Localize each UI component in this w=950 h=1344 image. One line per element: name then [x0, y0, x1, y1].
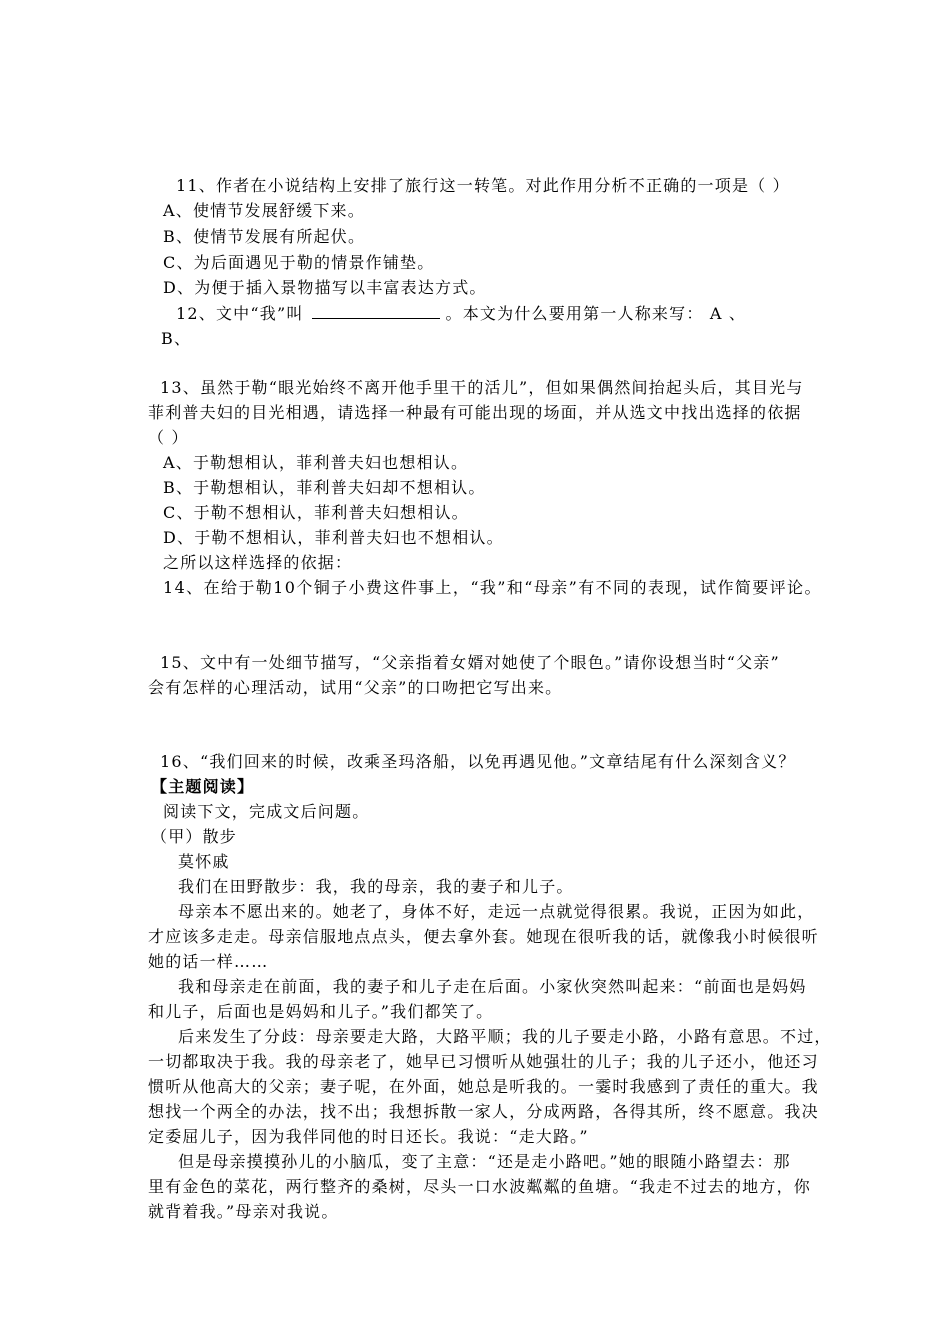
passage-line: 后来发生了分歧：母亲要走大路，大路平顺；我的儿子要走小路，小路有意思。不过，: [178, 1027, 832, 1046]
question-15-line-1: 15、文中有一处细节描写，“父亲指着女婿对她使了个眼色。”请你设想当时“父亲”: [160, 653, 780, 672]
passage-line: 定委屈儿子，因为我伴同他的时日还长。我说：“走大路。”: [148, 1127, 589, 1146]
passage-line: 里有金色的菜花，两行整齐的桑树，尽头一口水波粼粼的鱼塘。“我走不过去的地方，你: [148, 1177, 811, 1196]
section-instruction: 阅读下文，完成文后问题。: [163, 802, 370, 821]
question-13-option-a: A、于勒想相认，菲利普夫妇也想相认。: [163, 453, 469, 472]
passage-line: 惯听从他高大的父亲；妻子呢，在外面，她总是听我的。一霎时我感到了责任的重大。我: [148, 1077, 819, 1096]
passage-line: 她的话一样……: [148, 952, 269, 971]
passage-line: 和儿子，后面也是妈妈和儿子。”我们都笑了。: [148, 1002, 494, 1021]
question-13-basis: 之所以这样选择的依据：: [163, 553, 353, 572]
question-12-b: B、: [161, 329, 192, 348]
question-16: 16、“我们回来的时候，改乘圣玛洛船，以免再遇见他。”文章结尾有什么深刻含义？: [160, 752, 796, 771]
question-11-option-d: D、为便于插入景物描写以丰富表达方式。: [163, 278, 487, 297]
question-13-option-b: B、于勒想相认，菲利普夫妇却不想相认。: [163, 478, 486, 497]
question-11-option-b: B、使情节发展有所起伏。: [163, 227, 366, 246]
question-11-option-a: A、使情节发展舒缓下来。: [163, 201, 365, 220]
passage-line: 想找一个两全的办法，找不出；我想拆散一家人，分成两路，各得其所，终不愿意。我决: [148, 1102, 819, 1121]
passage-author: 莫怀戚: [178, 852, 230, 871]
question-12-prefix: 12、文中“我”叫: [176, 304, 304, 323]
question-13-line-1: 13、虽然于勒“眼光始终不离开他手里干的活儿”，但如果偶然间抬起头后，其目光与: [160, 378, 804, 397]
answer-blank: [312, 304, 440, 319]
passage-line: 但是母亲摸摸孙儿的小脑瓜，变了主意：“还是走小路吧。”她的眼随小路望去：那: [178, 1152, 791, 1171]
section-heading: 【主题阅读】: [151, 777, 255, 796]
question-15-line-2: 会有怎样的心理活动，试用“父亲”的口吻把它写出来。: [148, 678, 563, 697]
passage-line: 才应该多走走。母亲信服地点点头，便去拿外套。她现在很听我的话，就像我小时候很听: [148, 927, 819, 946]
question-13-line-3: （ ）: [148, 428, 189, 447]
question-14: 14、在给于勒10个铜子小费这件事上，“我”和“母亲”有不同的表现，试作简要评论。: [163, 578, 822, 597]
question-11-stem: 11、作者在小说结构上安排了旅行这一转笔。对此作用分析不正确的一项是（ ）: [176, 176, 790, 195]
passage-line: 母亲本不愿出来的。她老了，身体不好，走远一点就觉得很累。我说，正因为如此，: [178, 902, 815, 921]
question-13-option-d: D、于勒不想相认，菲利普夫妇也不想相认。: [163, 528, 504, 547]
passage-title: （甲）散步: [151, 827, 238, 846]
passage-line: 一切都取决于我。我的母亲老了，她早已习惯听从她强壮的儿子；我的儿子还小，他还习: [148, 1052, 819, 1071]
question-12: [176, 303, 746, 325]
question-13-line-2: 菲利普夫妇的目光相遇，请选择一种最有可能出现的场面，并从选文中找出选择的依据: [148, 403, 802, 422]
passage-line: 我和母亲走在前面，我的妻子和儿子走在后面。小家伙突然叫起来：“前面也是妈妈: [178, 977, 807, 996]
passage-line: 我们在田野散步：我，我的母亲，我的妻子和儿子。: [178, 877, 574, 896]
question-11-option-c: C、为后面遇见于勒的情景作铺垫。: [163, 253, 435, 272]
passage-line: 就背着我。”母亲对我说。: [148, 1202, 339, 1221]
question-12-suffix: 。本文为什么要用第一人称来写： A 、: [445, 304, 747, 323]
question-13-option-c: C、于勒不想相认，菲利普夫妇想相认。: [163, 503, 469, 522]
